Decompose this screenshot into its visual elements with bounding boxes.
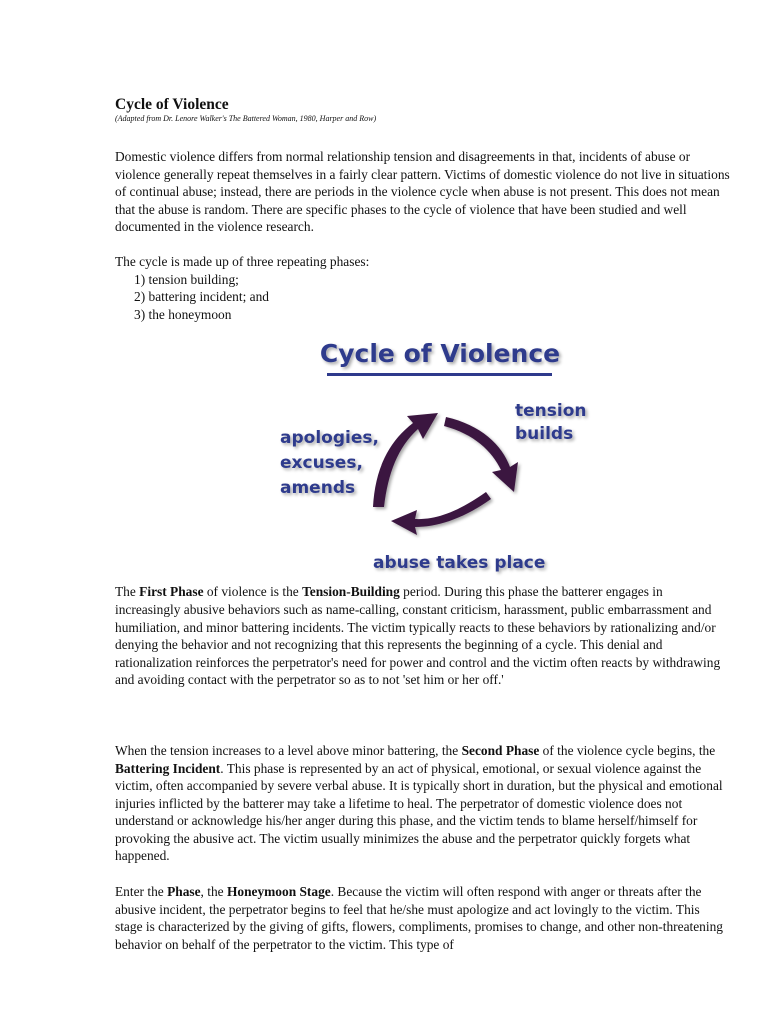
bold-term: Second Phase <box>461 742 540 758</box>
honeymoon-paragraph <box>115 883 730 953</box>
text-run: of the violence cycle begins, the <box>539 742 716 758</box>
diagram-title: Cycle of Violence <box>319 339 561 369</box>
second-phase-paragraph <box>115 742 730 865</box>
text-run: , the <box>200 884 227 900</box>
text-run: . This phase is represented by an act of physical, emotional, or sexual violence against the victim, often accompanied by severe verbal abuse. It is typically short in duration, but the physical and emotional injuries inflicted by the batterer may take a lifetime to heal. The perpetrator of domestic violence does not understand or acknowledge his/her anger during this phase, and the victim tends to blame herself/himself for provoking the abusive act. The victim usually minimizes the abuse and the perpetrator quickly forgets what happened. <box>115 760 723 864</box>
document-page <box>115 96 730 953</box>
phase-item: 1) tension building; <box>134 271 239 287</box>
cycle-intro-text: The cycle is made up of three repeating phases: <box>115 253 370 269</box>
text-run: The <box>115 584 140 600</box>
label-apologies: apologies, excuses, amends <box>280 428 379 499</box>
phase-item: 2) battering incident; and <box>134 289 269 305</box>
bold-term: Tension-Building <box>302 584 400 600</box>
document-subtitle: (Adapted from Dr. Lenore Walker's The Battered Woman, 1980, Harper and Row) <box>115 114 377 123</box>
bold-term: Honeymoon Stage <box>226 884 331 900</box>
label-tension-builds: tension builds <box>515 401 587 445</box>
arrow-abuse-to-apologies <box>391 492 491 535</box>
document-title: Cycle of Violence <box>115 96 229 113</box>
bold-term: First Phase <box>139 584 204 600</box>
bold-term: Battering Incident <box>115 760 221 776</box>
text-run: . Because the victim will often respond with anger or threats after the abusive incident, the perpetrator begins to feel that he/she must apologize and act lovingly to the victim. This stage is characterized by the giving of gifts, flowers, compliments, promises to change, and other non-threatening behavior on behalf of the perpetrator to the victim. This type of <box>115 884 723 952</box>
bold-term: Phase <box>167 884 201 900</box>
label-abuse-takes-place: abuse takes place <box>373 553 546 574</box>
text-run: period. During this phase the batterer engages in increasingly abusive behaviors such as name-calling, constant criticism, harassment, public embarrassment and humiliation, and minor battering incidents. The victim typically reacts to these behaviors by rationalizing and/or denying the behavior and not recognizing that this represents the beginning of a cycle. This denial and rationalization reinforces the perpetrator's need for power and control and the victim often reacts by withdrawing and avoiding contact with the perpetrator so as to not 'set him or her off.' <box>115 584 721 688</box>
arrow-tension-to-abuse <box>444 417 518 492</box>
phase-item: 3) the honeymoon <box>134 306 232 322</box>
diagram-title-underline <box>327 373 552 376</box>
cycle-of-violence-diagram <box>255 331 587 581</box>
text-run: of violence is the <box>203 584 303 600</box>
intro-paragraph: Domestic violence differs from normal relationship tension and disagreements in that, incidents of abuse or violence generally repeat themselves in a fairly clear pattern. Victims of domestic violence do not live in situations of continual abuse; instead, there are periods in the violence cycle when abuse is not present. This does not mean that the abuse is random. There are specific phases to the cycle of violence that have been studied and well documented in the violence research. <box>115 149 730 235</box>
first-phase-paragraph <box>115 583 730 689</box>
text-run: When the tension increases to a level above minor battering, the <box>115 742 462 758</box>
phase-list <box>115 271 730 324</box>
text-run: Enter the <box>115 884 168 900</box>
